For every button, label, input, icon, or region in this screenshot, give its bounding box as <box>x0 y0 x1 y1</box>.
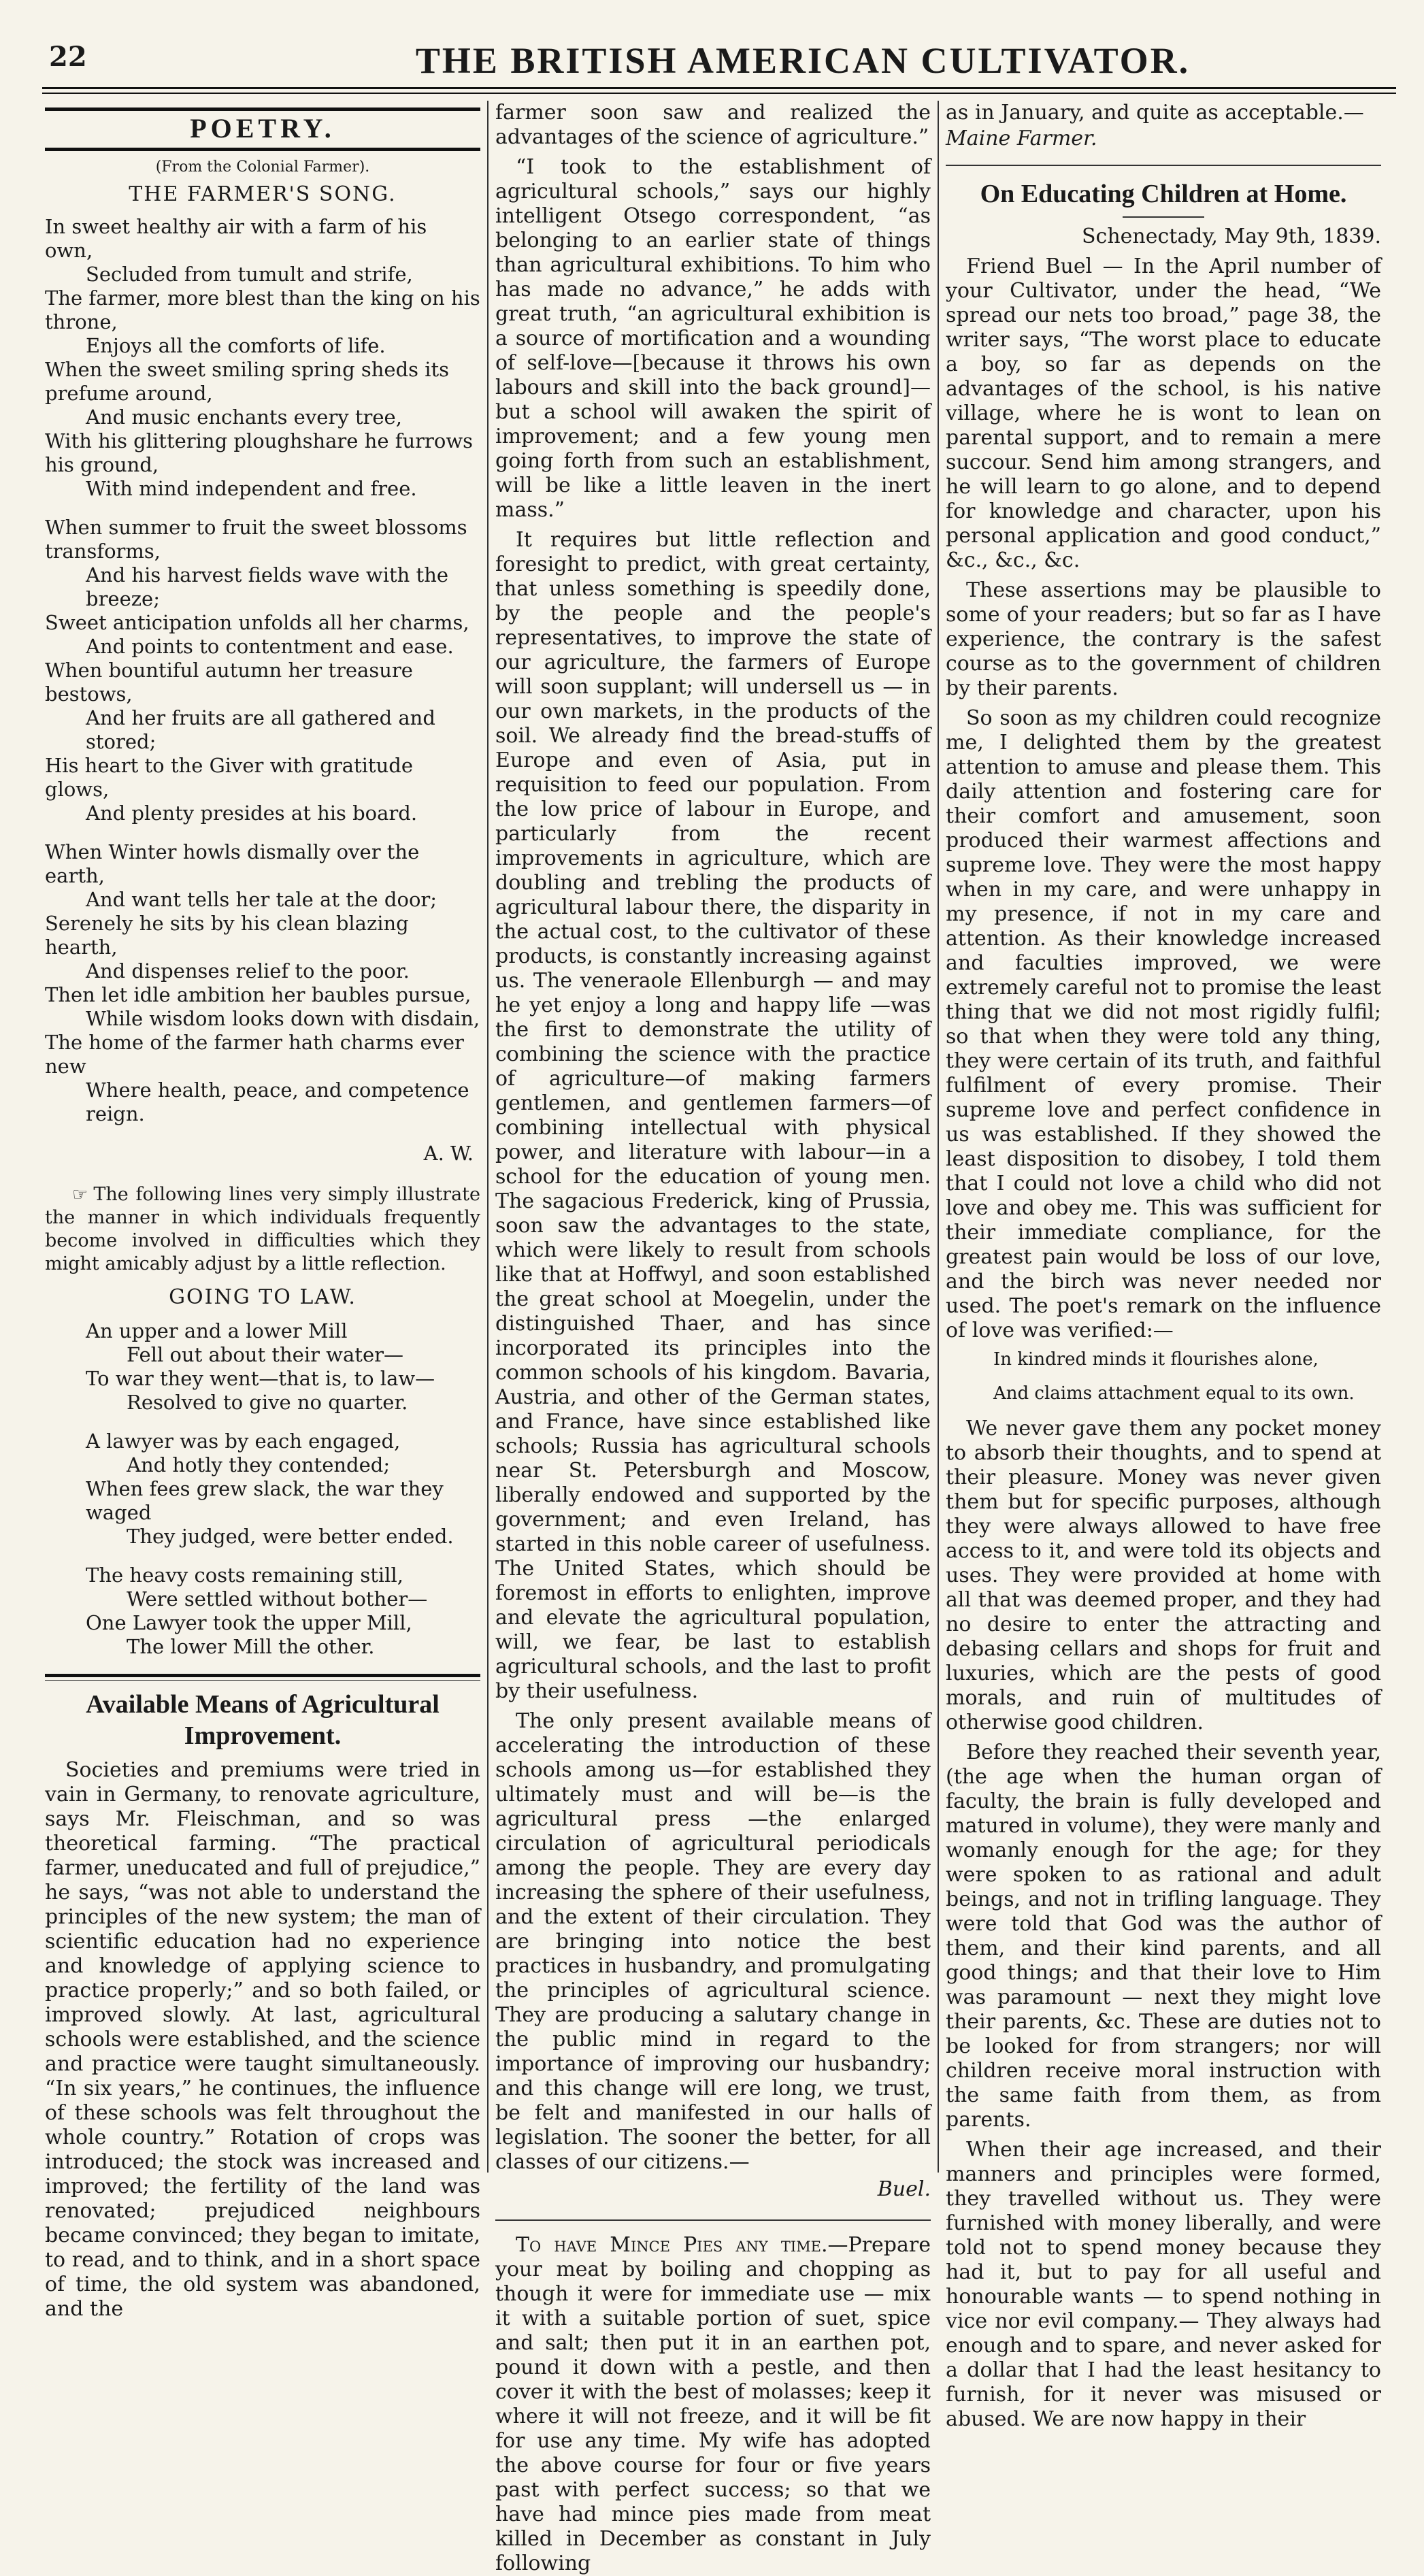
paragraph: We never gave them any pocket money to absorb their thoughts, and to spend at their pleasure. Money was never given them but for specific purposes, although they were always allowed to have free access to it, and were told its objects and uses. They were provided at home with all that was deemed proper, and they had no desire to enter the attracting and debasing cellars and shops for fruit and luxuries, which are the pests of good morals, and ruin of multitudes of otherwise good children. <box>946 1417 1381 1734</box>
paragraph: The only present available means of accelerating the introduction of these schools among us—for established they ultimately must and will be—is the agricultural press —the enlarged circulation of agricultural periodicals among the people. They are every day increasing the sphere of their usefulness, and the extent of their circulation. They are bringing into notice the best practices in husbandry, and promulgating the principles of agricultural science. They are producing a salutary change in the public mind in regard to the importance of improving our husbandry; and this change will ere long, we trust, be felt and manifested in our halls of legislation. The sooner the better, for all classes of our citizens.— <box>495 1709 931 2174</box>
heading-rule <box>1123 216 1204 218</box>
poem-line: When the sweet smiling spring sheds its prefume around, <box>45 358 450 405</box>
section-rule <box>45 148 480 151</box>
poem-line: And want tells her tale at the door; <box>86 888 437 911</box>
mince-pies-lead: To have Mince Pies any time. <box>516 2233 828 2257</box>
poem-line: When fees grew slack, the war they waged <box>86 1477 444 1524</box>
quotation <box>946 1349 1381 1404</box>
poem-line: While wisdom looks down with disdain, <box>86 1007 480 1030</box>
section-rule <box>45 108 480 111</box>
article-body <box>495 101 931 2175</box>
poem-line: Secluded from tumult and strife, <box>86 263 413 286</box>
paragraph: Societies and premiums were tried in vain in Germany, to renovate agriculture, says Mr. Fleischman, and so was theoretical farming. “The practical farmer, uneducated and full of prejudice,” he says, “was not able to understand the principles of the new system; the man of scientific education had no experience and knowledge of applying science to practice properly;” and so both failed, or improved slowly. At last, agricultural schools were established, and the science and practice were taught simultaneously. “In six years,” he continues, the influence of these schools was felt throughout the whole country.” Rotation of crops was introduced; the stock was increased and improved; the fertility of the land was renovated; prejudiced neighbours became convinced; they began to imitate, to read, and to think, and in a short space of time, the old system was abandoned, and the <box>45 1758 480 2321</box>
article-body <box>946 254 1381 1343</box>
page-number: 22 <box>49 41 87 73</box>
paragraph: Friend Buel — In the April number of your Cultivator, under the head, “We spread our nets too broad,” page 38, the writer says, “The worst place to educate a boy, so far as depends on the advantages of the school, is his native village, where he is wont to lean on parental support, and to remain a mere succour. Send him among strangers, and he will learn to go alone, and to depend for knowledge and character, upon his personal application and good conduct,” &c., &c., &c. <box>946 254 1381 572</box>
paragraph: These assertions may be plausible to some of your readers; but so far as I have experience, the contrary is the safest course as to the government of children by their parents. <box>946 578 1381 700</box>
poem-farmers-song <box>45 215 480 1126</box>
poem-line: One Lawyer took the upper Mill, <box>86 1611 412 1634</box>
poem-line: The farmer, more blest than the king on his throne, <box>45 286 480 333</box>
poem-line: Enjoys all the comforts of life. <box>86 334 386 357</box>
mince-pies-attribution: Maine Farmer. <box>946 127 1097 150</box>
poem-title: THE FARMER'S SONG. <box>129 182 397 206</box>
poem-line: His heart to the Giver with gratitude glows, <box>45 754 413 801</box>
poem-line: Where health, peace, and competence reign. <box>86 1078 469 1125</box>
poem-line: And plenty presides at his board. <box>86 802 418 825</box>
poem-stanza <box>45 516 480 825</box>
mince-pies-continued: as in January, and quite as acceptable.— <box>946 101 1364 125</box>
poem-stanza <box>45 1430 480 1549</box>
poem-stanza <box>45 1564 480 1659</box>
paragraph: farmer soon saw and realized the advantages of the science of agriculture.” <box>495 101 931 149</box>
poem-line: The home of the farmer hath charms ever new <box>45 1031 464 1078</box>
poem-line: The lower Mill the other. <box>127 1635 375 1658</box>
poem-line: And her fruits are all gathered and stored; <box>86 706 435 753</box>
poem-stanza <box>45 215 480 501</box>
quote-line: And claims attachment equal to its own. <box>993 1383 1355 1404</box>
poem-line: They judged, were better ended. <box>127 1525 454 1548</box>
poem-line: And dispenses relief to the poor. <box>86 959 410 982</box>
article-body <box>946 1417 1381 2432</box>
poem-line: With mind independent and free. <box>86 477 417 500</box>
dateline: Schenectady, May 9th, 1839. <box>1082 225 1381 248</box>
poem-line: Serenely he sits by his clean blazing hearth, <box>45 912 409 959</box>
poem-going-to-law <box>45 1319 480 1659</box>
pointing-hand-icon: ☞ <box>72 1185 88 1205</box>
poem-line: To war they went—that is, to law— <box>86 1367 435 1390</box>
poem-line: With his glittering ploughshare he furrows his ground, <box>45 429 474 476</box>
article-heading: On Educating Children at Home. <box>980 180 1347 208</box>
column-3 <box>946 101 1381 2431</box>
poem-line: The heavy costs remaining still, <box>86 1564 403 1587</box>
article-heading: Available Means of Agricultural Improvement. <box>86 1690 440 1750</box>
column-divider <box>938 101 939 2173</box>
masthead-title: THE BRITISH AMERICAN CULTIVATOR. <box>415 40 1191 81</box>
paragraph: Before they reached their seventh year, (the age when the human organ of faculty, the brain is fully developed and matured in volume), they were manly and womanly enough for the age; for they were spoken to as rational and adult beings, and not in trifling language. They were told that God was the author of them, and their kind parents, and all good things; and that their love to Him was paramount — next they might love their parents, &c. These are duties not to be looked for from strangers; nor will children receive moral instruction with the same faith from them, as from parents. <box>946 1740 1381 2132</box>
paragraph: “I took to the establishment of agricultural schools,” says our highly intelligent Otsego correspondent, “as belonging to an earlier state of things than agricultural exhibitions. To him who has made no advance,” he adds with great truth, “an agricultural exhibition is a source of mortification and a wounding of self-love—[because it throws his own labours and skill into the back ground]—but a school will awaken the spirit of improvement; and a few young men going forth from such an establishment, will be like a little leaven in the inert mass.” <box>495 155 931 522</box>
poem-signature: A. W. <box>423 1142 474 1165</box>
poem-stanza <box>45 1319 480 1415</box>
poetry-heading: POETRY. <box>190 113 335 144</box>
poem-line: Then let idle ambition her baubles pursue, <box>45 983 471 1006</box>
article-separator <box>946 165 1381 166</box>
masthead-rule <box>42 93 1396 94</box>
poem-line: Were settled without bother— <box>127 1587 428 1611</box>
section-rule <box>45 1674 480 1677</box>
poem-line: Sweet anticipation unfolds all her charms, <box>45 611 469 634</box>
quote-line: In kindred minds it flourishes alone, <box>993 1349 1319 1370</box>
paragraph: So soon as my children could recognize me, I delighted them by the greatest attention to amuse and please them. This daily attention and fostering care for their comfort and amusement, soon produced their warmest affections and supreme love. They were the most happy when in my care, and were unhappy in my presence, if not in my care and attention. As their knowledge increased and faculties improved, we were extremely careful not to promise the least thing that we did not most rigidly fulfil; so that when they were told any thing, they were certain of its truth, and faithful fulfilment of every promise. Their supreme love and perfect confidence in us was established. If they showed the least disposition to disobey, I told them that I could not love a child who did not love and obey me. This was sufficient for their immediate compliance, for the greatest pain would be loss of our love, and the birch was never needed nor used. The poet's remark on the influence of love was verified:— <box>946 706 1381 1342</box>
poem-line: Fell out about their water— <box>127 1343 403 1366</box>
note-text: The following lines very simply illustrate the manner in which individuals frequently become involved in difficulties which they might amicably adjust by a little reflection. <box>45 1184 480 1274</box>
poem-stanza <box>45 840 480 1126</box>
paragraph: It requires but little reflection and foresight to predict, with great certainty, that unless something is speedily done, by the people and the people's representatives, to improve the state of our agriculture, the farmers of Europe will soon supplant; will undersell us — in our own markets, in the products of the soil. We already find the bread-stuffs of Europe and even of Asia, put in requisition to feed our population. From the low price of labour in Europe, and particularly from the recent improvements in agriculture, which are doubling and trebling the products of agricultural labour there, the disparity in the actual cost, to the cultivator of these products, is constantly increasing against us. The veneraole Ellenburgh — and may he yet enjoy a long and happy life —was the first to demonstrate the utility of combining the science with the practice of agriculture—of making farmers gentlemen, and gentlemen farmers—of combining intellectual with physical power, and literature with labour—in a school for the education of young men. The sagacious Frederick, king of Prussia, soon saw the advantages to the state, which were likely to result from schools like that at Hoffwyl, and soon established the great school at Moegelin, under the distinguished Thaer, and has since incorporated its principles into the common schools of his kingdom. Bavaria, Austria, and other of the German states, and France, have since established like schools; Russia has agricultural schools near St. Petersburgh and Moscow, liberally endowed and supported by the government; and even Ireland, has started in this noble career of usefulness. The United States, which should be foremost in efforts to enlighten, improve and elevate the agricultural population, will, we fear, be last to establish agricultural schools, and the last to profit by their usefulness. <box>495 528 931 1703</box>
column-2 <box>495 101 931 2575</box>
column-1 <box>45 101 480 2321</box>
poem-line: And points to contentment and ease. <box>86 635 454 658</box>
poem-line: In sweet healthy air with a farm of his own, <box>45 215 427 262</box>
column-divider <box>487 101 489 2173</box>
poem-source: (From the Colonial Farmer). <box>155 159 370 176</box>
poem-line: When Winter howls dismally over the earth, <box>45 840 420 887</box>
article-attribution: Buel. <box>877 2177 931 2201</box>
poem-line: A lawyer was by each engaged, <box>86 1430 401 1453</box>
masthead-rule <box>42 87 1396 89</box>
poem-line: And his harvest fields wave with the breeze; <box>86 563 449 610</box>
mince-pies-text: —Prepare your meat by boiling and chopping as though it were for immediate use — mix it with a suitable portion of suet, spice and salt; then put it in an earthen pot, pound it down with a pestle, and then cover it with the best of molasses; keep it where it will not freeze, and it will be fit for use any time. My wife has adopted the above course for four or five years past with perfect success; so that we have had mince pies made from meat killed in December as constant in July following <box>495 2233 931 2575</box>
paragraph: When their age increased, and their manners and principles were formed, they travelled without us. They were furnished with money liberally, and were told not to spend money because they had it, but to pay for all useful and honourable wants — to spend nothing in vice nor evil company.— They always had enough and to spare, and never asked for a dollar that I had the least hesitancy to furnish, for it never was misused or abused. We are now happy in their <box>946 2138 1381 2431</box>
poem-line: Resolved to give no quarter. <box>127 1391 408 1414</box>
poem-line: And music enchants every tree, <box>86 406 402 429</box>
mince-pies-article <box>495 2233 931 2576</box>
poem-title: GOING TO LAW. <box>169 1285 357 1309</box>
section-rule <box>45 1680 480 1681</box>
poem-line: When summer to fruit the sweet blossoms transforms, <box>45 516 467 563</box>
poem-line: And hotly they contended; <box>127 1453 391 1476</box>
poem-line: When bountiful autumn her treasure bestows, <box>45 659 413 706</box>
article-separator <box>495 2219 931 2221</box>
editorial-note <box>45 1183 480 1276</box>
poem-line: An upper and a lower Mill <box>86 1319 348 1342</box>
article-body <box>45 1758 480 2322</box>
